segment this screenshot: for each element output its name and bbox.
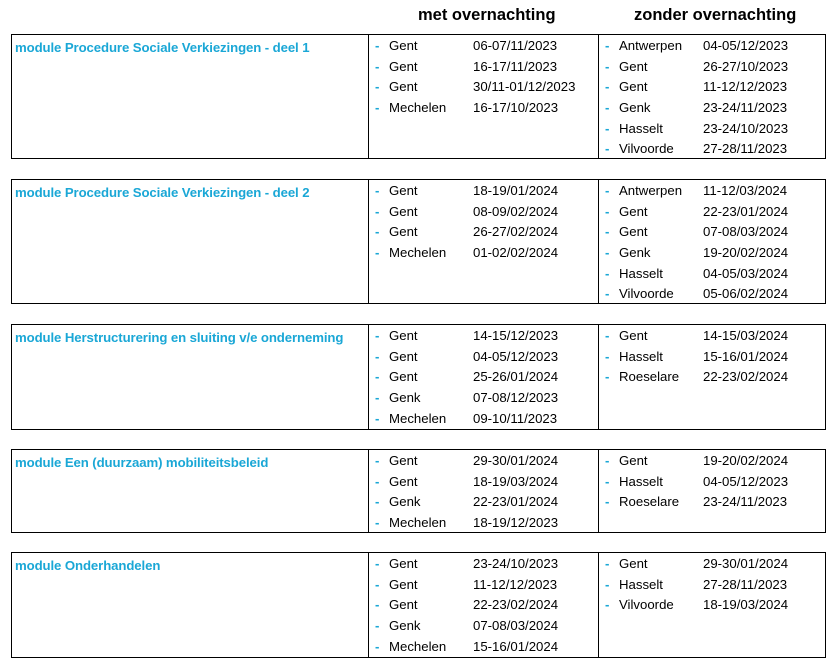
date: 11-12/12/2023 <box>703 79 788 95</box>
session-row: - Gent 18-19/03/2024 <box>369 472 598 493</box>
session-row: - Vilvoorde 05-06/02/2024 <box>599 284 825 305</box>
date: 11-12/03/2024 <box>703 183 788 198</box>
session-row: - Gent 26-27/02/2024 <box>369 222 598 243</box>
module-block <box>11 449 826 533</box>
session-row: - Hasselt 23-24/10/2023 <box>599 119 825 140</box>
date: 23-24/10/2023 <box>703 120 789 136</box>
date: 22-23/01/2024 <box>473 494 559 510</box>
zonder-list <box>599 325 825 429</box>
session-row: - Gent 29-30/01/2024 <box>599 554 825 575</box>
session-row: - Mechelen 09-10/11/2023 <box>369 409 598 430</box>
city: Hasselt <box>619 576 663 592</box>
date: 04-05/12/2023 <box>703 38 789 53</box>
session-row: - Gent 26-27/10/2023 <box>599 57 825 78</box>
session-row: - Roeselare 23-24/11/2023 <box>599 492 825 513</box>
city: Gent <box>619 58 648 74</box>
date: 15-16/01/2024 <box>473 638 559 654</box>
city: Mechelen <box>389 515 447 531</box>
module-block <box>11 179 826 304</box>
session-row: - Hasselt 15-16/01/2024 <box>599 347 825 368</box>
city: Hasselt <box>619 265 663 281</box>
city: Gent <box>619 224 648 240</box>
date: 25-26/01/2024 <box>473 369 559 385</box>
date: 18-19/03/2024 <box>473 473 559 489</box>
date: 07-08/12/2023 <box>473 390 559 406</box>
date: 27-28/11/2023 <box>703 576 788 592</box>
module-block <box>11 552 826 658</box>
session-row: - Genk 19-20/02/2024 <box>599 243 825 264</box>
city: Genk <box>389 390 421 406</box>
city: Hasselt <box>619 120 663 136</box>
date: 23-24/11/2023 <box>703 494 788 510</box>
session-row: - Gent 25-26/01/2024 <box>369 367 598 388</box>
session-row: - Gent 23-24/10/2023 <box>369 554 598 575</box>
session-row: - Gent 29-30/01/2024 <box>369 451 598 472</box>
city: Gent <box>389 203 418 219</box>
session-row: - Mechelen 18-19/12/2023 <box>369 513 598 534</box>
date: 19-20/02/2024 <box>703 245 789 261</box>
date: 11-12/12/2023 <box>473 576 558 592</box>
date: 26-27/02/2024 <box>473 224 559 240</box>
session-row: - Gent 16-17/11/2023 <box>369 57 598 78</box>
met-list <box>369 180 599 303</box>
session-row: - Gent 22-23/01/2024 <box>599 202 825 223</box>
city: Roeselare <box>619 494 680 510</box>
session-row: - Mechelen 15-16/01/2024 <box>369 637 598 658</box>
date: 30/11-01/12/2023 <box>473 79 576 95</box>
session-row: - Vilvoorde 18-19/03/2024 <box>599 595 825 616</box>
met-list <box>369 35 599 158</box>
module-block <box>11 324 826 430</box>
session-row: - Genk 07-08/03/2024 <box>369 616 598 637</box>
city: Antwerpen <box>619 183 683 198</box>
session-row: - Genk 07-08/12/2023 <box>369 388 598 409</box>
city: Genk <box>389 618 421 634</box>
date: 07-08/03/2024 <box>473 618 559 634</box>
date: 29-30/01/2024 <box>473 453 559 468</box>
city: Gent <box>619 453 648 468</box>
city: Genk <box>389 494 421 510</box>
city: Mechelen <box>389 245 447 261</box>
session-row: - Gent 19-20/02/2024 <box>599 451 825 472</box>
date: 16-17/10/2023 <box>473 100 559 116</box>
session-row: - Gent 18-19/01/2024 <box>369 181 598 202</box>
session-row: - Antwerpen 04-05/12/2023 <box>599 36 825 57</box>
date: 04-05/12/2023 <box>703 473 789 489</box>
city: Hasselt <box>619 473 663 489</box>
city: Roeselare <box>619 369 680 385</box>
city: Gent <box>619 328 648 343</box>
date: 08-09/02/2024 <box>473 203 559 219</box>
date: 22-23/02/2024 <box>703 369 789 385</box>
zonder-list <box>599 450 825 532</box>
session-row: - Mechelen 16-17/10/2023 <box>369 98 598 119</box>
city: Gent <box>389 597 418 613</box>
header-zonder-overnachting: zonder overnachting <box>634 6 797 24</box>
session-row: - Antwerpen 11-12/03/2024 <box>599 181 825 202</box>
module-title: module Procedure Sociale Verkiezingen - deel 1 <box>15 40 310 55</box>
module-title: module Procedure Sociale Verkiezingen - deel 2 <box>15 185 310 200</box>
session-row: - Gent 06-07/11/2023 <box>369 36 598 57</box>
session-row: - Gent 04-05/12/2023 <box>369 347 598 368</box>
date: 14-15/03/2024 <box>703 328 789 343</box>
city: Gent <box>389 58 418 74</box>
city: Gent <box>389 183 418 198</box>
session-row: - Mechelen 01-02/02/2024 <box>369 243 598 264</box>
date: 27-28/11/2023 <box>703 141 788 157</box>
city: Gent <box>389 369 418 385</box>
date: 29-30/01/2024 <box>703 556 789 571</box>
city: Gent <box>389 473 418 489</box>
session-row: - Hasselt 04-05/03/2024 <box>599 264 825 285</box>
module-title: module Onderhandelen <box>15 558 161 573</box>
session-row: - Genk 22-23/01/2024 <box>369 492 598 513</box>
module-title: module Een (duurzaam) mobiliteitsbeleid <box>15 455 269 470</box>
city: Hasselt <box>619 348 663 364</box>
date: 05-06/02/2024 <box>703 286 789 302</box>
city: Genk <box>619 245 651 261</box>
session-row: - Gent 07-08/03/2024 <box>599 222 825 243</box>
date: 19-20/02/2024 <box>703 453 789 468</box>
date: 04-05/12/2023 <box>473 348 559 364</box>
city: Gent <box>389 224 418 240</box>
date: 15-16/01/2024 <box>703 348 789 364</box>
city: Gent <box>619 556 648 571</box>
city: Gent <box>389 453 418 468</box>
city: Genk <box>619 100 651 116</box>
city: Mechelen <box>389 638 447 654</box>
city: Vilvoorde <box>619 597 674 613</box>
date: 22-23/01/2024 <box>703 203 789 219</box>
met-list <box>369 450 599 532</box>
date: 23-24/10/2023 <box>473 556 559 571</box>
session-row: - Gent 08-09/02/2024 <box>369 202 598 223</box>
zonder-list <box>599 35 825 158</box>
session-row: - Roeselare 22-23/02/2024 <box>599 367 825 388</box>
city: Mechelen <box>389 410 447 426</box>
city: Gent <box>389 328 418 343</box>
date: 22-23/02/2024 <box>473 597 559 613</box>
city: Gent <box>389 79 418 95</box>
city: Vilvoorde <box>619 286 674 302</box>
session-row: - Gent 22-23/02/2024 <box>369 595 598 616</box>
zonder-list <box>599 180 825 303</box>
module-title: module Herstructurering en sluiting v/e onderneming <box>15 330 344 345</box>
date: 18-19/03/2024 <box>703 597 789 613</box>
date: 14-15/12/2023 <box>473 328 559 343</box>
date: 16-17/11/2023 <box>473 58 558 74</box>
date: 01-02/02/2024 <box>473 245 559 261</box>
date: 18-19/12/2023 <box>473 515 559 531</box>
city: Mechelen <box>389 100 447 116</box>
date: 18-19/01/2024 <box>473 183 559 198</box>
session-row: - Hasselt 04-05/12/2023 <box>599 472 825 493</box>
date: 04-05/03/2024 <box>703 265 789 281</box>
city: Gent <box>619 79 648 95</box>
session-row: - Gent 14-15/03/2024 <box>599 326 825 347</box>
city: Vilvoorde <box>619 141 674 157</box>
header-met-overnachting: met overnachting <box>418 6 556 24</box>
session-row: - Gent 11-12/12/2023 <box>369 575 598 596</box>
city: Gent <box>619 203 648 219</box>
city: Gent <box>389 556 418 571</box>
date: 09-10/11/2023 <box>473 410 558 426</box>
date: 07-08/03/2024 <box>703 224 789 240</box>
session-row: - Gent 14-15/12/2023 <box>369 326 598 347</box>
module-block <box>11 34 826 159</box>
city: Gent <box>389 348 418 364</box>
zonder-list <box>599 553 825 657</box>
session-row: - Gent 30/11-01/12/2023 <box>369 77 598 98</box>
city: Gent <box>389 576 418 592</box>
met-list <box>369 553 599 657</box>
session-row: - Hasselt 27-28/11/2023 <box>599 575 825 596</box>
date: 26-27/10/2023 <box>703 58 789 74</box>
session-row: - Genk 23-24/11/2023 <box>599 98 825 119</box>
date: 06-07/11/2023 <box>473 38 558 53</box>
date: 23-24/11/2023 <box>703 100 788 116</box>
session-row: - Vilvoorde 27-28/11/2023 <box>599 139 825 160</box>
session-row: - Gent 11-12/12/2023 <box>599 77 825 98</box>
city: Antwerpen <box>619 38 683 53</box>
city: Gent <box>389 38 418 53</box>
met-list <box>369 325 599 429</box>
